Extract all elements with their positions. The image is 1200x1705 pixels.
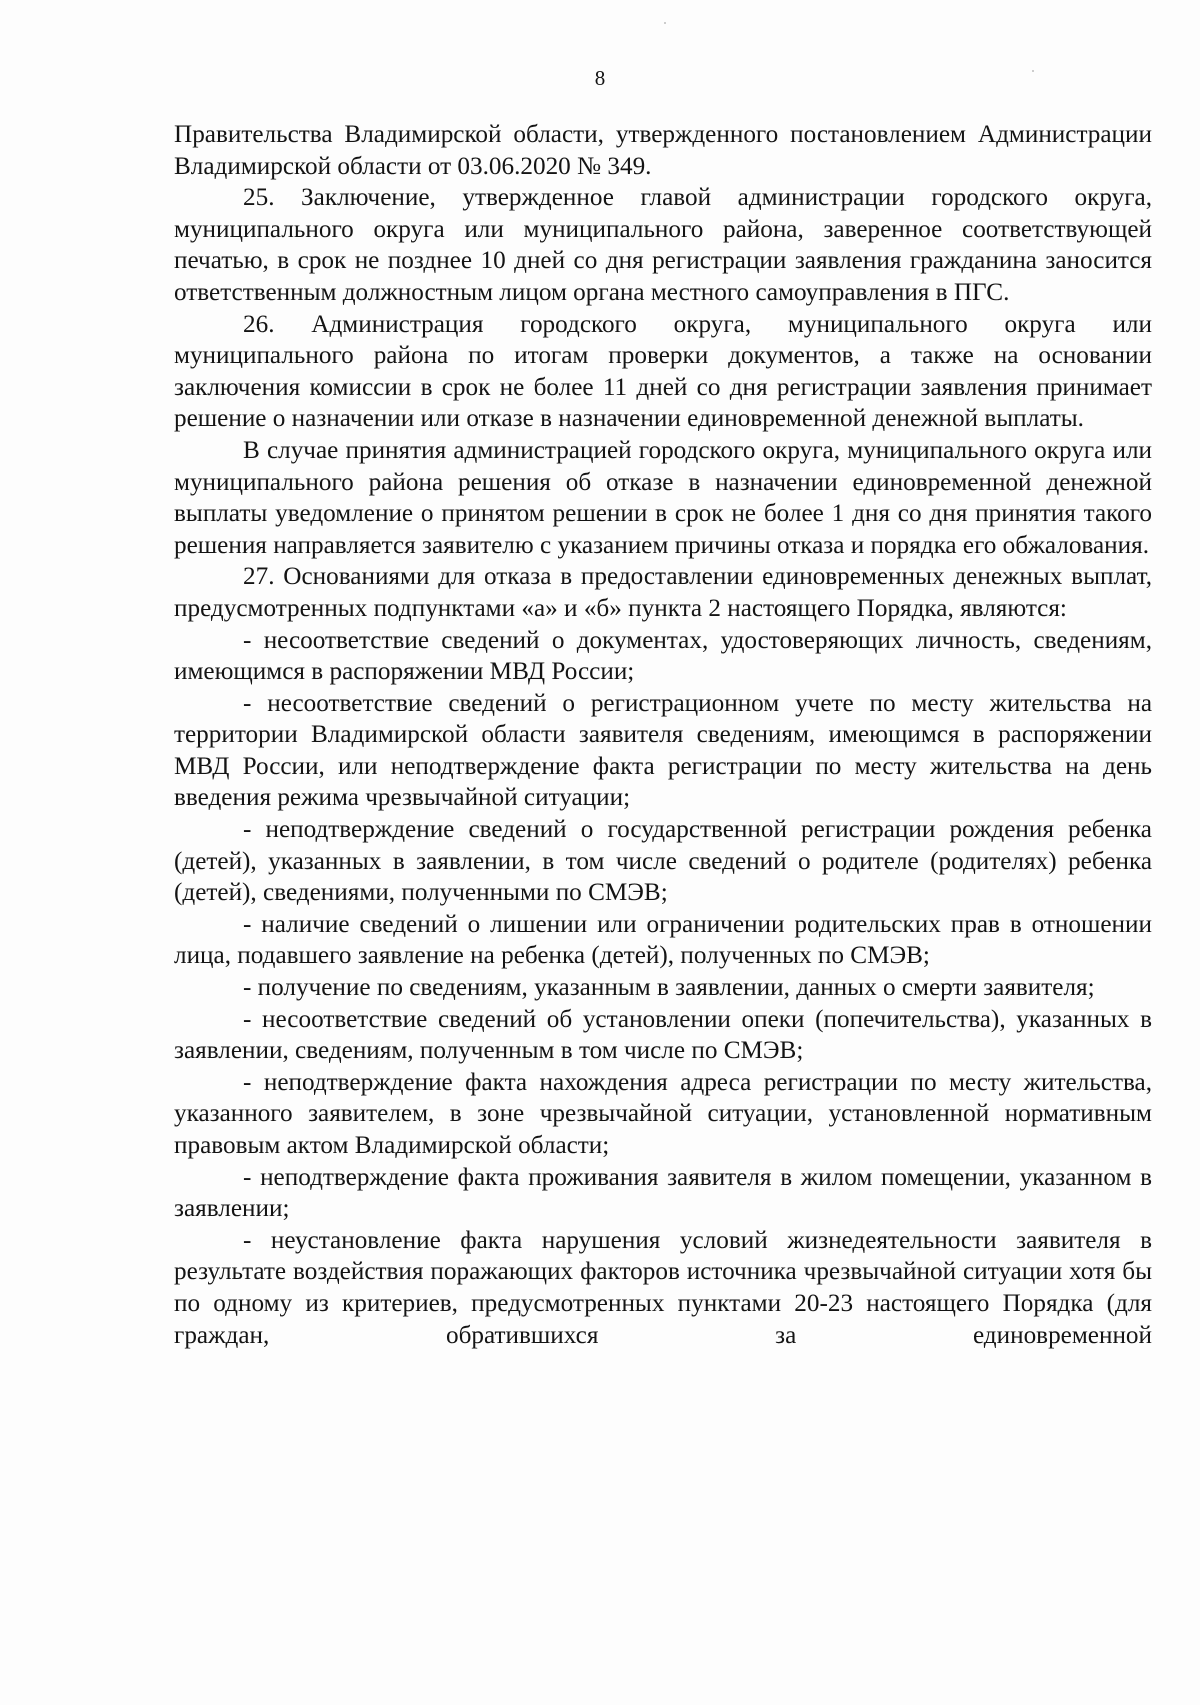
paragraph-refusal-notice: В случае принятия администрацией городского округа, муниципального округа или муниципального района решения об отказе в назначении единовременной денежной выплаты уведомление о принятом решении в срок не более 1 дня со дня принятия такого решения направляется заявителю с указанием причины отказа и порядка его обжалования. xyxy=(174,436,1152,559)
list-item-emergency-zone: - неподтверждение факта нахождения адреса регистрации по месту жительства, указанного заявителем, в зоне чрезвычайной ситуации, установленной нормативным правовым актом Владимирской области; xyxy=(174,1068,1152,1159)
list-item-death-data: - получение по сведениям, указанным в заявлении, данных о смерти заявителя; xyxy=(243,974,1095,1002)
list-item-registration: - несоответствие сведений о регистрационном учете по месту жительства на территории Владимирской области заявителя сведениям, имеющимся в распоряжении МВД России, или неподтверждение факта регистрации по месту жительства на день введения режима чрезвычайной ситуации; xyxy=(174,689,1152,812)
list-item-identity-documents: - несоответствие сведений о документах, удостоверяющих личность, сведениям, имеющимся в распоряжении МВД России; xyxy=(174,626,1152,686)
paragraph-item-27: 27. Основаниями для отказа в предоставлении единовременных денежных выплат, предусмотренных подпунктами «а» и «б» пункта 2 настоящего Порядка, являются: xyxy=(174,563,1152,622)
paragraph-item-26: 26. Администрация городского округа, муниципального округа или муниципального района по итогам проверки документов, а также на основании заключения комиссии в срок не более 11 дней со дня регистрации заявления принимает решение о назначении или отказе в назначении единовременной денежной выплаты. xyxy=(174,310,1152,433)
scan-speck xyxy=(1032,70,1034,72)
list-item-residence: - неподтверждение факта проживания заявителя в жилом помещении, указанном в заявлении; xyxy=(174,1163,1152,1223)
list-item-living-conditions: - неустановление факта нарушения условий жизнедеятельности заявителя в результате воздействия поражающих факторов источника чрезвычайной ситуации хотя бы по одному из критериев, предусмотренных пунктами 20-23 настоящего Порядка (для граждан, обратившихся за единовременной xyxy=(174,1226,1152,1349)
list-item-parental-rights: - наличие сведений о лишении или ограничении родительских прав в отношении лица, подавшего заявление на ребенка (детей), полученных по СМЭВ; xyxy=(174,910,1152,970)
paragraph-item-25: 25. Заключение, утвержденное главой администрации городского округа, муниципального округа или муниципального района, заверенное соответствующей печатью, в срок не позднее 10 дней со дня регистрации заявления гражданина заносится ответственным должностным лицом органа местного самоуправления в ПГС. xyxy=(174,184,1152,306)
list-item-birth-registration: - неподтверждение сведений о государственной регистрации рождения ребенка (детей), указанных в заявлении, в том числе сведений о родителе (родителях) ребенка (детей), сведениями, полученными по СМЭВ; xyxy=(174,816,1152,907)
list-item-guardianship: - несоответствие сведений об установлении опеки (попечительства), указанных в заявлении, сведениям, полученным в том числе по СМЭВ; xyxy=(174,1005,1152,1065)
scan-speck xyxy=(664,22,666,24)
document-body xyxy=(174,119,1152,1351)
paragraph-continuation: Правительства Владимирской области, утвержденного постановлением Администрации Владимирской области от 03.06.2020 № 349. xyxy=(174,121,1152,180)
page-number: 8 xyxy=(594,66,606,90)
